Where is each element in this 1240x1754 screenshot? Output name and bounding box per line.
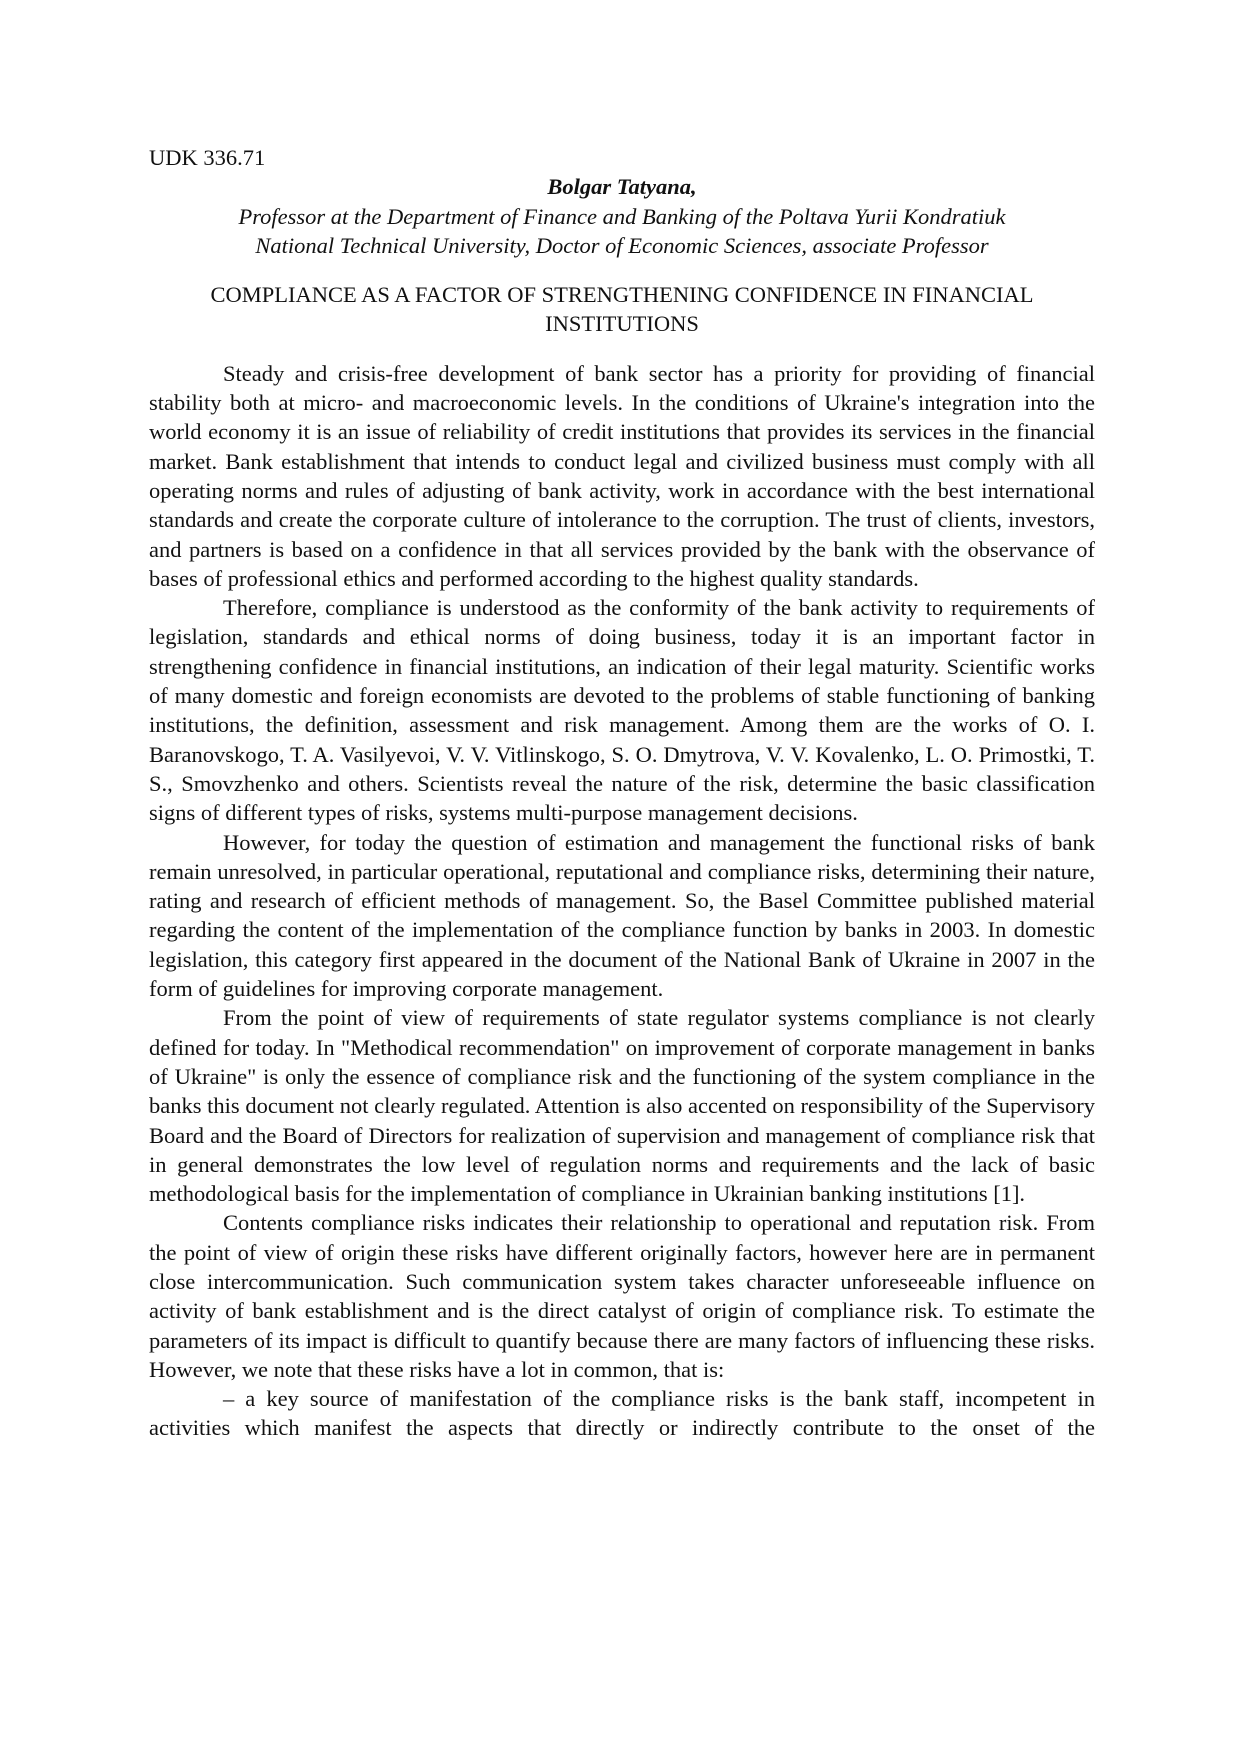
body-paragraph-6: – a key source of manifestation of the compliance risks is the bank staff, incompetent in activities which manifest the aspects that directly or indirectly contribute to the onset of the bbox=[149, 1386, 1095, 1441]
paper-title-line-2: INSTITUTIONS bbox=[545, 311, 699, 337]
author-name: Bolgar Tatyana, bbox=[547, 174, 697, 200]
paper-body bbox=[149, 359, 1095, 1443]
paper-title-line-1: COMPLIANCE AS A FACTOR OF STRENGTHENING CONFIDENCE IN FINANCIAL bbox=[210, 282, 1034, 308]
body-paragraph-3: However, for today the question of estimation and management the functional risks of bank remain unresolved, in particular operational, reputational and compliance risks, determining their nature, rating and research of efficient methods of management. So, the Basel Committee published material regarding the content of the implementation of the compliance function by banks in 2003. In domestic legislation, this category first appeared in the document of the National Bank of Ukraine in 2007 in the form of guidelines for improving corporate management. bbox=[149, 829, 1095, 1002]
body-paragraph-1: Steady and crisis-free development of bank sector has a priority for providing of financial stability both at micro- and macroeconomic levels. In the conditions of Ukraine's integration into the world economy it is an issue of reliability of credit institutions that provides its services in the financial market. Bank establishment that intends to conduct legal and civilized business must comply with all operating norms and rules of adjusting of bank activity, work in accordance with the best international standards and create the corporate culture of intolerance to the corruption. The trust of clients, investors, and partners is based on a confidence in that all services provided by the bank with the observance of bases of professional ethics and performed according to the highest quality standards. bbox=[149, 360, 1095, 591]
paper-title bbox=[149, 280, 1095, 339]
body-paragraph-4: From the point of view of requirements of state regulator systems compliance is not clearly defined for today. In "Methodical recommendation" on improvement of corporate management in banks of Ukraine" is only the essence of compliance risk and the functioning of the system compliance in the banks this document not clearly regulated. Attention is also accented on responsibility of the Supervisory Board and the Board of Directors for realization of supervision and management of compliance risk that in general demonstrates the low level of regulation norms and requirements and the lack of basic methodological basis for the implementation of compliance in Ukrainian banking institutions [1]. bbox=[149, 1005, 1095, 1207]
body-paragraph-2: Therefore, compliance is understood as the conformity of the bank activity to requirements of legislation, standards and ethical norms of doing business, today it is an important factor in strengthening confidence in financial institutions, an indication of their legal maturity. Scientific works of many domestic and foreign economists are devoted to the problems of stable functioning of banking institutions, the definition, assessment and risk management. Among them are the works of O. I. Baranovskogo, T. A. Vasilyevoi, V. V. Vitlinskogo, S. O. Dmytrova, V. V. Kovalenko, L. O. Primostki, T. S., Smovzhenko and others. Scientists reveal the nature of the risk, determine the basic classification signs of different types of risks, systems multi-purpose management decisions. bbox=[149, 595, 1095, 826]
paper-page bbox=[149, 143, 1095, 1443]
author-affiliation-line-1: Professor at the Department of Finance and Banking of the Poltava Yurii Kondratiuk bbox=[238, 203, 1006, 229]
author-affiliation-line-2: National Technical University, Doctor of Economic Sciences, associate Professor bbox=[255, 232, 989, 258]
udk-code: UDK 336.71 bbox=[149, 145, 266, 170]
body-paragraph-5: Contents compliance risks indicates their relationship to operational and reputation risk. From the point of view of origin these risks have different originally factors, however here are in permanent close intercommunication. Such communication system takes character unforeseeable influence on activity of bank establishment and is the direct catalyst of origin of compliance risk. To estimate the parameters of its impact is difficult to quantify because there are many factors of influencing these risks. However, we note that these risks have a lot in common, that is: bbox=[149, 1210, 1095, 1382]
